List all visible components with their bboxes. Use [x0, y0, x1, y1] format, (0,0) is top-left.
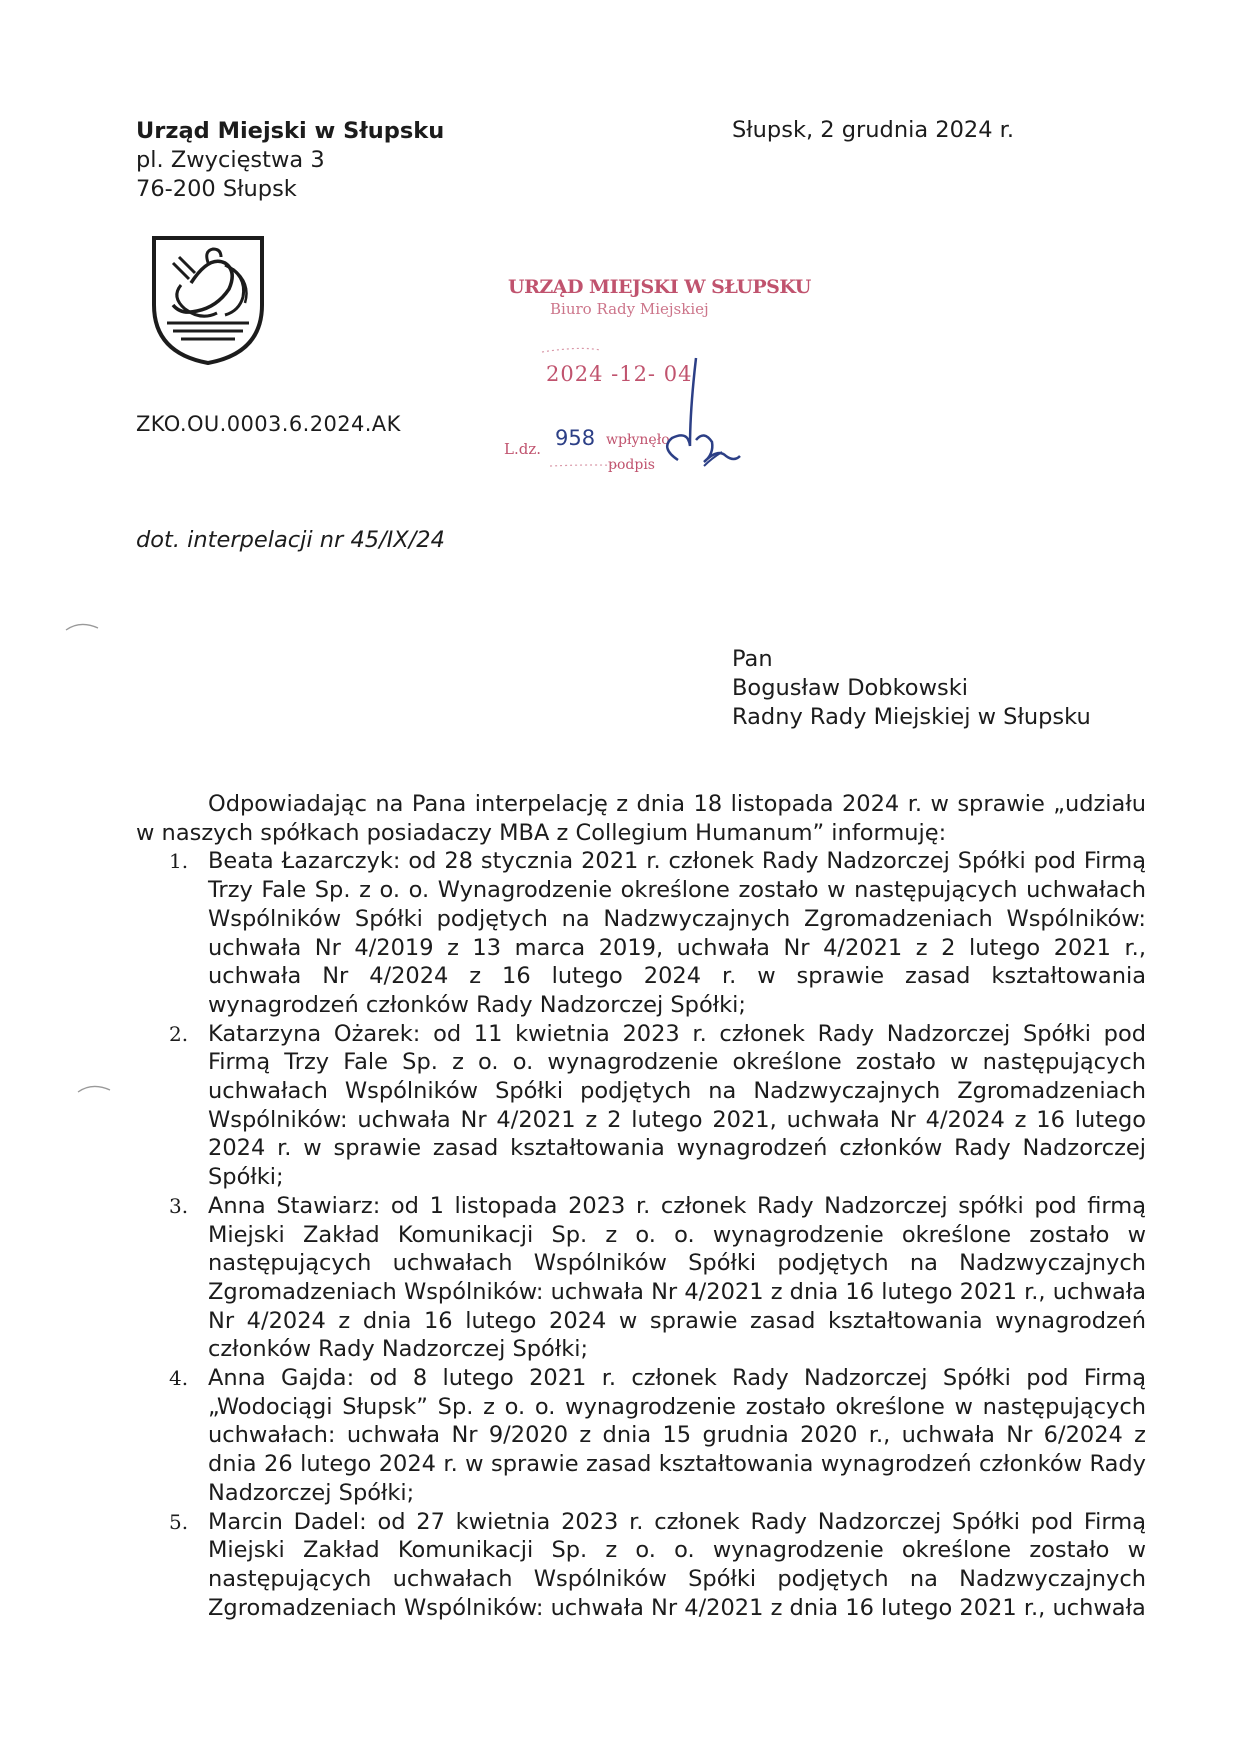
list-item-number: 1. [169, 849, 189, 874]
registry-stamp [500, 270, 811, 480]
list-item [136, 1364, 1146, 1508]
intro-paragraph: Odpowiadając na Pana interpelację z dnia 18 listopada 2024 r. w sprawie „udziału w naszych spółkach posiadaczy MBA z Collegium Humanum” informuję: [136, 791, 1146, 846]
list-item-number: 3. [169, 1193, 189, 1218]
list-item-number: 4. [169, 1366, 189, 1391]
scan-mark-icon [76, 1080, 112, 1094]
letter-subject: dot. interpelacji nr 45/IX/24 [136, 527, 445, 553]
list-item-text: Anna Gajda: od 8 lutego 2021 r. członek Rady Nadzorczej Spółki pod Firmą „Wodociągi Słupsk” Sp. z o. o. wynagrodzenie zostało określone w następujących uchwałach: uchwała Nr 9/2020 z dnia 15 grudnia 2020 r., uchwała Nr 6/2024 z dnia 26 lutego 2024 r. w sprawie zasad kształtowania wynagrodzeń członków Rady Nadzorczej Spółki; [208, 1365, 1146, 1506]
list-item-text: Katarzyna Ożarek: od 11 kwietnia 2023 r. członek Rady Nadzorczej Spółki pod Firmą Trzy Fale Sp. z o. o. wynagrodzenie określone zostało w następujących uchwałach Wspólników Spółki podjętych na Nadzwyczajnych Zgromadzeniach Wspólników: uchwała Nr 4/2021 z 2 lutego 2021, uchwała Nr 4/2024 z 16 lutego 2024 r. w sprawie zasad kształtowania wynagrodzeń członków Rady Nadzorczej Spółki; [208, 1020, 1146, 1191]
list-item-text: Marcin Dadel: od 27 kwietnia 2023 r. członek Rady Nadzorczej Spółki pod Firmą Miejski Zakład Komunikacji Sp. z o. o. wynagrodzenie określone zostało w następujących uchwałach Wspólników Spółki podjętych na Nadzwyczajnych Zgromadzeniach Wspólników: uchwała Nr 4/2021 z dnia 16 lutego 2021 r., uchwała [208, 1508, 1146, 1621]
stamp-received-label: wpłynęło [606, 432, 670, 448]
list-item-text: Anna Stawiarz: od 1 listopada 2023 r. członek Rady Nadzorczej spółki pod firmą Miejski Zakład Komunikacji Sp. z o. o. wynagrodzenie określone zostało w następujących uchwałach Wspólników Spółki podjętych na Nadzwyczajnych Zgromadzeniach Wspólników: uchwała Nr 4/2021 z dnia 16 lutego 2021 r., uchwała Nr 4/2024 z dnia 16 lutego 2024 w sprawie zasad kształtowania wynagrodzeń członków Rady Nadzorczej Spółki; [208, 1192, 1146, 1363]
stamp-date: 2024 -12- 04 [546, 362, 693, 386]
list-item-number: 2. [169, 1021, 189, 1046]
appointment-list [136, 847, 1146, 1622]
list-item [136, 1020, 1146, 1192]
city-crest-icon [151, 235, 265, 366]
sender-name: Urząd Miejski w Słupsku [136, 118, 445, 144]
letter-body [136, 790, 1146, 1622]
list-item [136, 1192, 1146, 1364]
stamp-department: Biuro Rady Miejskiej [550, 300, 709, 318]
handwritten-signature [500, 270, 770, 480]
sender-street: pl. Zwycięstwa 3 [136, 147, 325, 173]
list-item-number: 5. [169, 1509, 189, 1534]
recipient-title: Radny Rady Miejskiej w Słupsku [732, 704, 1091, 730]
sender-city: 76-200 Słupsk [136, 176, 297, 202]
recipient-salutation: Pan [732, 646, 773, 672]
stamp-ldz-label: L.dz. [504, 440, 542, 458]
list-item [136, 1508, 1146, 1623]
sender-block [136, 117, 444, 204]
letter-date: Słupsk, 2 grudnia 2024 r. [732, 117, 1015, 143]
reference-number: ZKO.OU.0003.6.2024.AK [136, 412, 401, 436]
list-item [136, 847, 1146, 1019]
recipient-name: Bogusław Dobkowski [732, 675, 968, 701]
list-item-text: Beata Łazarczyk: od 28 stycznia 2021 r. członek Rady Nadzorczej Spółki pod Firmą Trzy Fale Sp. z o. o. Wynagrodzenie określone zostało w następujących uchwałach Wspólników Spółki podjętych na Nadzwyczajnych Zgromadzeniach Wspólników: uchwała Nr 4/2019 z 13 marca 2019, uchwała Nr 4/2021 z 2 lutego 2021 r., uchwała Nr 4/2024 z 16 lutego 2024 r. w sprawie zasad kształtowania wynagrodzeń członków Rady Nadzorczej Spółki; [208, 848, 1146, 1018]
recipient-block [732, 645, 1091, 732]
stamp-office: URZĄD MIEJSKI W SŁUPSKU [508, 276, 811, 298]
stamp-ldz-number: 958 [555, 426, 596, 450]
stamp-signature-label: podpis [608, 457, 655, 473]
scan-mark-icon [64, 618, 100, 632]
